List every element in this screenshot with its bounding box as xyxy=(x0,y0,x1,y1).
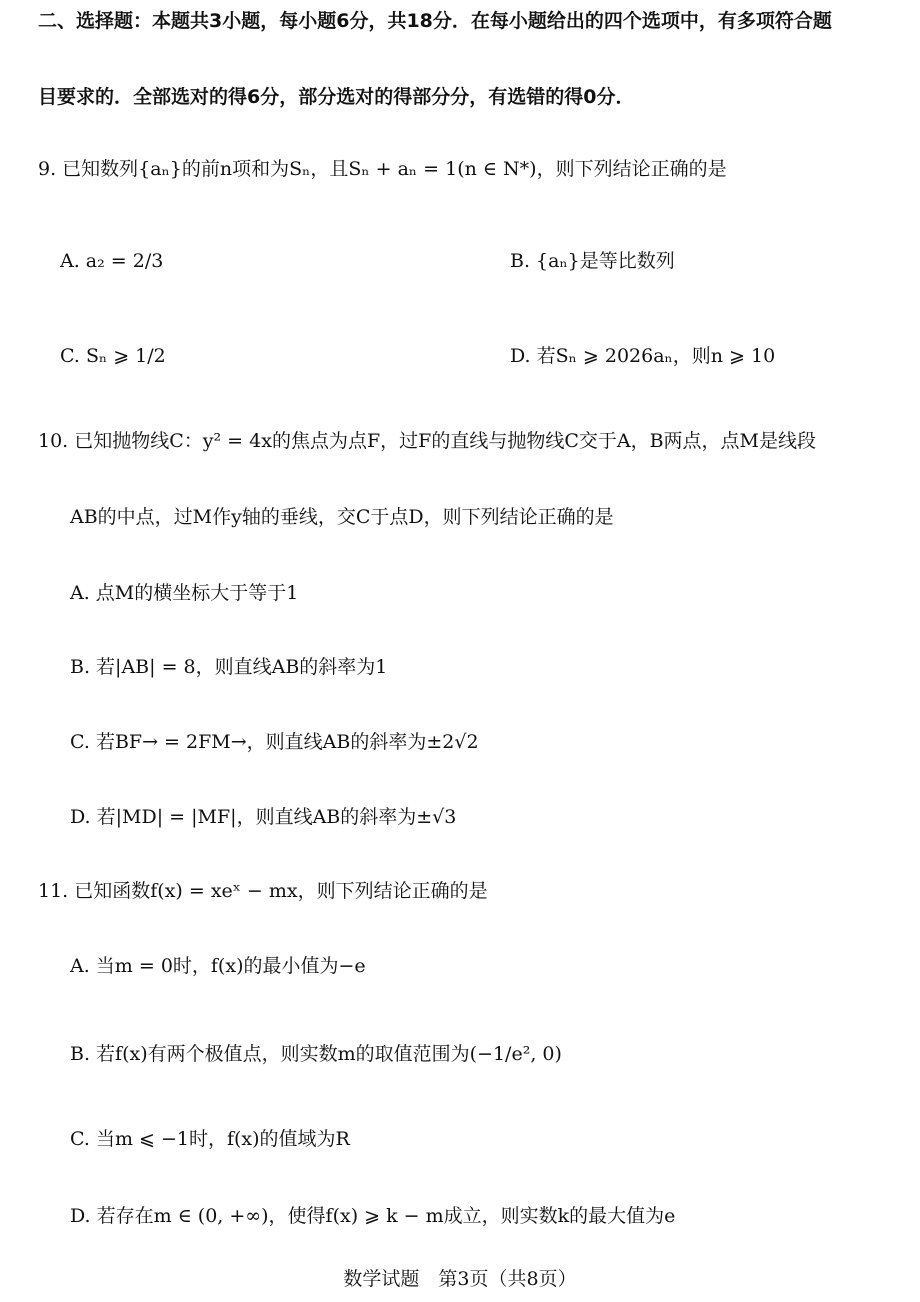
question-10-stem-line2: AB的中点，过M作y轴的垂线，交C于点D，则下列结论正确的是 xyxy=(70,506,614,528)
question-11-option-b: B. 若f(x)有两个极值点，则实数m的取值范围为(−1/e², 0) xyxy=(70,1043,562,1065)
question-9-option-d: D. 若Sₙ ⩾ 2026aₙ，则n ⩾ 10 xyxy=(510,345,776,367)
question-9-option-c: C. Sₙ ⩾ 1/2 xyxy=(60,345,166,367)
question-9-option-b: B. {aₙ}是等比数列 xyxy=(510,250,675,272)
question-10-option-d: D. 若|MD| = |MF|，则直线AB的斜率为±√3 xyxy=(70,806,457,828)
section-header-line2: 目要求的．全部选对的得6分，部分选对的得部分分，有选错的得0分． xyxy=(38,86,635,108)
question-10-option-b: B. 若|AB| = 8，则直线AB的斜率为1 xyxy=(70,656,388,678)
question-11-option-a: A. 当m = 0时，f(x)的最小值为−e xyxy=(70,955,366,977)
question-10-option-a: A. 点M的横坐标大于等于1 xyxy=(70,582,299,604)
question-11-stem: 11. 已知函数f(x) = xeˣ − mx，则下列结论正确的是 xyxy=(38,880,488,902)
question-9-stem: 9. 已知数列{aₙ}的前n项和为Sₙ，且Sₙ + aₙ = 1(n ∈ N*)，则下列结论正确的是 xyxy=(38,158,727,180)
question-9-option-a: A. a₂ = 2/3 xyxy=(60,250,164,272)
question-10-option-c: C. 若BF→ = 2FM→，则直线AB的斜率为±2√2 xyxy=(70,731,479,753)
question-10-stem-line1: 10. 已知抛物线C：y² = 4x的焦点为点F，过F的直线与抛物线C交于A，B两点，点M是线段 xyxy=(38,430,816,452)
question-11-option-c: C. 当m ⩽ −1时，f(x)的值域为R xyxy=(70,1128,350,1150)
page-footer: 数学试题 第3页（共8页） xyxy=(343,1268,577,1290)
question-11-option-d: D. 若存在m ∈ (0, +∞)，使得f(x) ⩾ k − m成立，则实数k的最大值为e xyxy=(70,1205,676,1227)
section-header-line1: 二、选择题：本题共3小题，每小题6分，共18分．在每小题给出的四个选项中，有多项符合题 xyxy=(38,10,832,32)
